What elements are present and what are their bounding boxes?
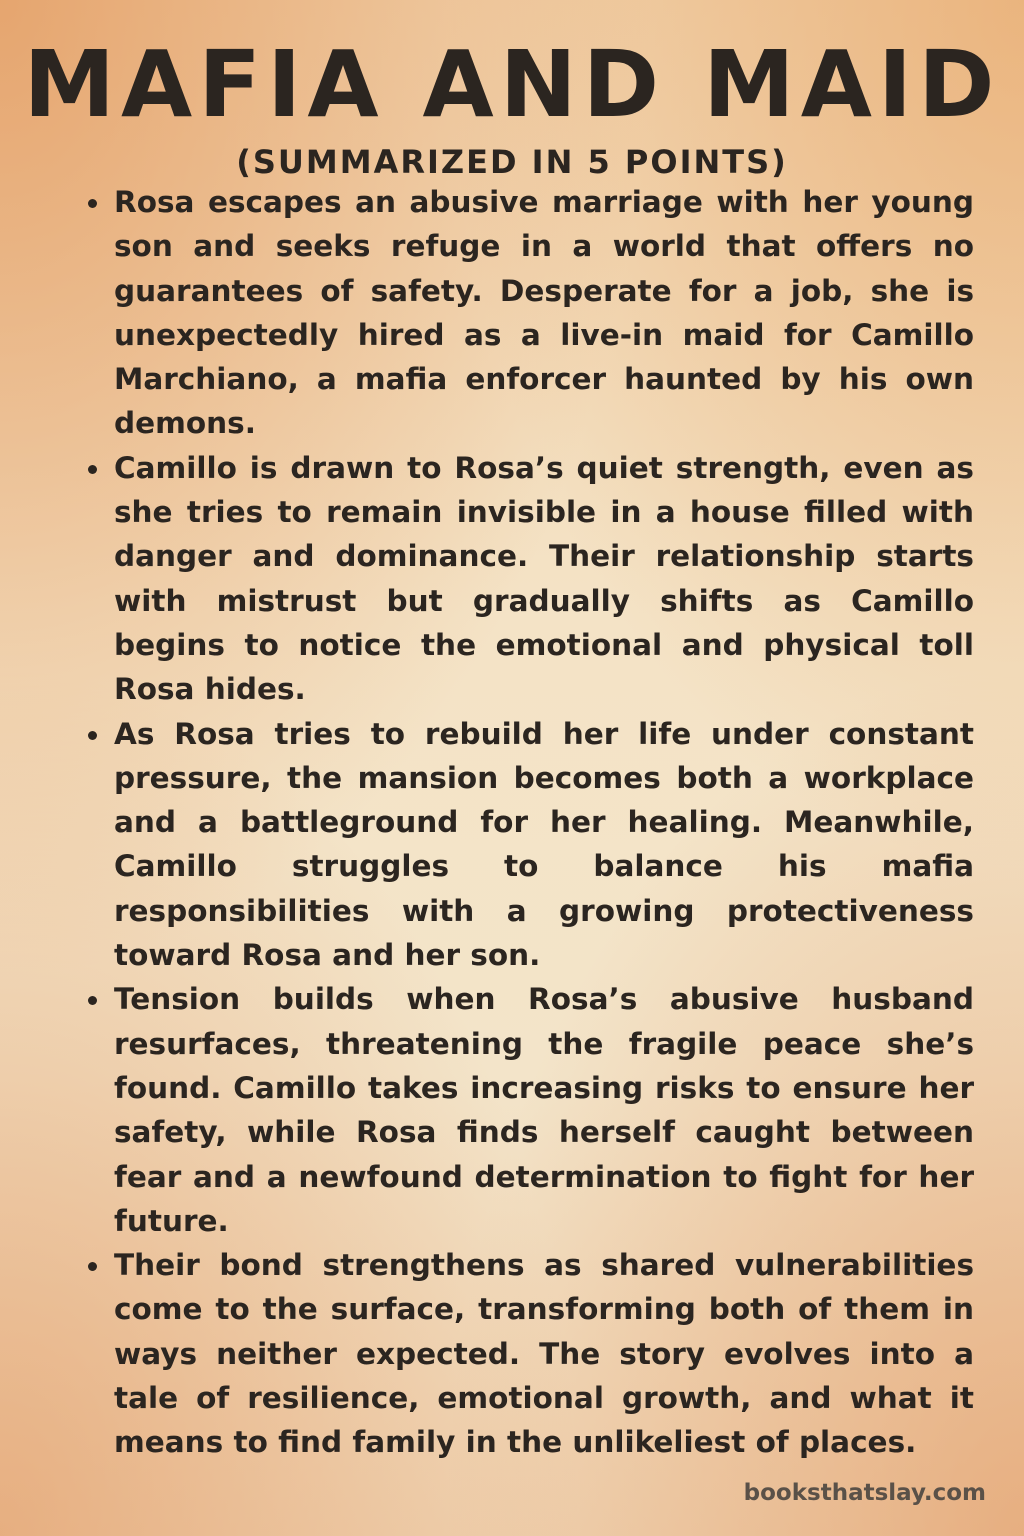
summary-point: As Rosa tries to rebuild her life under constant pressure, the mansion becomes both a workplace and a battleground for her healing. Meanwhile, Camillo struggles to balance his mafia responsibilities with a growing protectiveness toward Rosa and her son.: [114, 712, 974, 978]
summary-list: [114, 180, 974, 1465]
page-title: MAFIA AND MAID: [23, 31, 1001, 138]
summary-point: Camillo is drawn to Rosa’s quiet strength, even as she tries to remain invisible in a house filled with danger and dominance. Their relationship starts with mistrust but gradually shifts as Camillo begins to notice the emotional and physical toll Rosa hides.: [114, 446, 974, 712]
summary-point: Rosa escapes an abusive marriage with her young son and seeks refuge in a world that offers no guarantees of safety. Desperate for a job, she is unexpectedly hired as a live-in maid for Camillo Marchiano, a mafia enforcer haunted by his own demons.: [114, 180, 974, 446]
page-subtitle: (SUMMARIZED IN 5 POINTS): [236, 143, 788, 181]
summary-point: Their bond strengthens as shared vulnerabilities come to the surface, transforming both of them in ways neither expected. The story evolves into a tale of resilience, emotional growth, and what it means to find family in the unlikeliest of places.: [114, 1243, 974, 1464]
summary-point: Tension builds when Rosa’s abusive husband resurfaces, threatening the fragile peace she’s found. Camillo takes increasing risks to ensure her safety, while Rosa finds herself caught between fear and a newfound determination to fight for her future.: [114, 977, 974, 1243]
site-watermark: booksthatslay.com: [743, 1480, 986, 1506]
